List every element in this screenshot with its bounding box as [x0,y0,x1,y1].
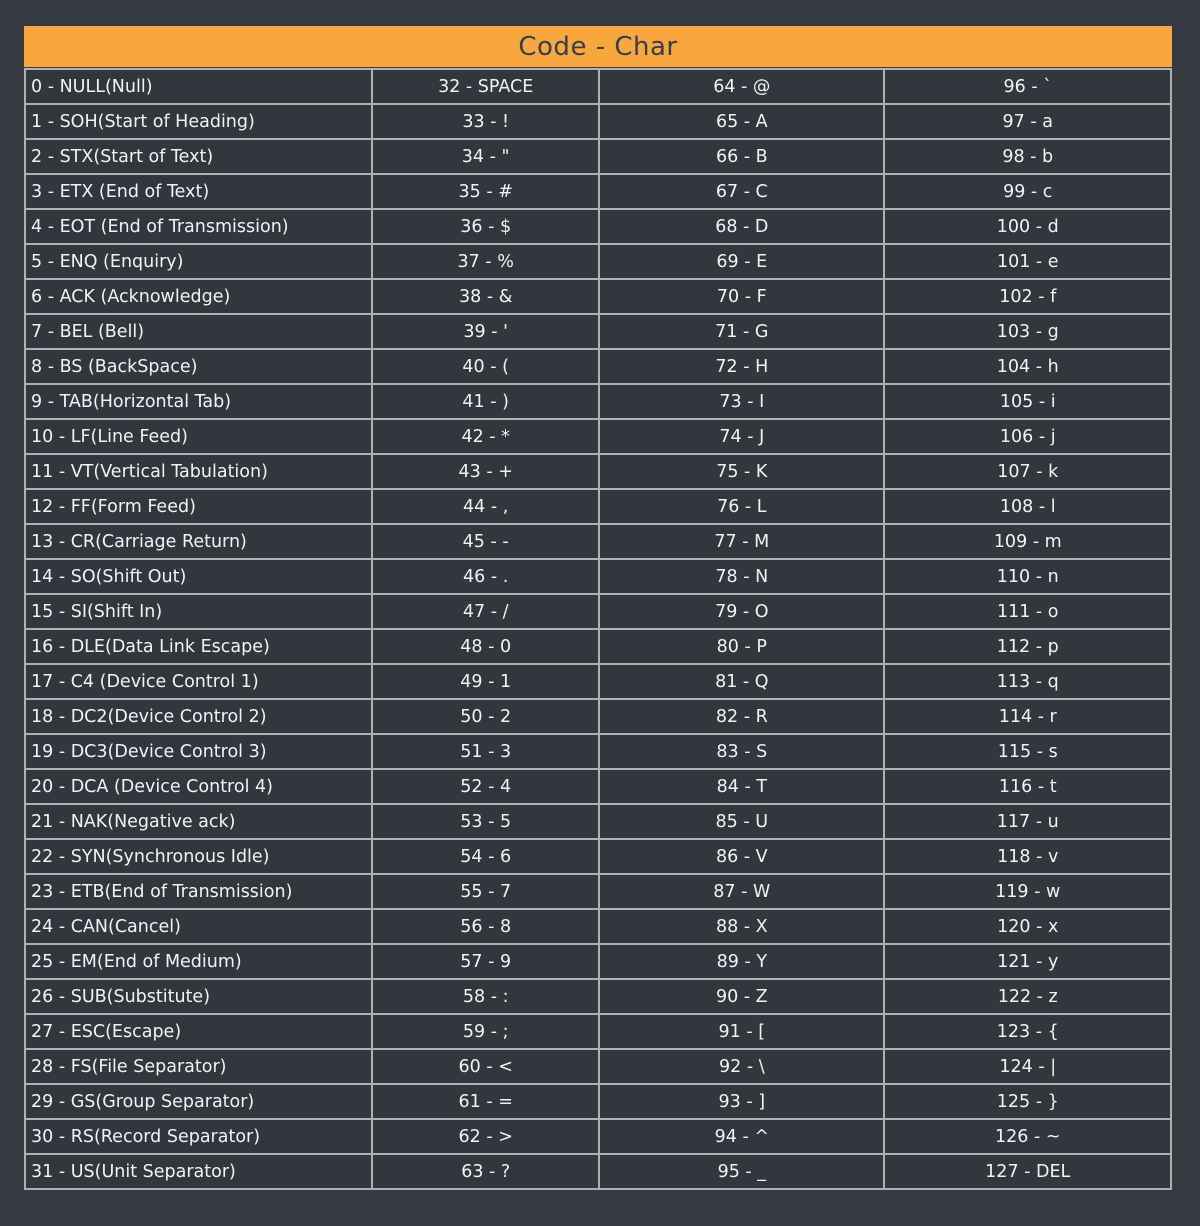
table-cell: 54 - 6 [372,839,599,874]
table-cell: 98 - b [884,139,1171,174]
table-cell: 77 - M [599,524,884,559]
table-row [25,839,1171,874]
table-cell: 14 - SO(Shift Out) [25,559,372,594]
table-cell: 81 - Q [599,664,884,699]
table-cell: 30 - RS(Record Separator) [25,1119,372,1154]
table-cell: 70 - F [599,279,884,314]
table-row [25,629,1171,664]
table-cell: 56 - 8 [372,909,599,944]
table-cell: 1 - SOH(Start of Heading) [25,104,372,139]
table-cell: 55 - 7 [372,874,599,909]
table-cell: 116 - t [884,769,1171,804]
table-cell: 32 - SPACE [372,69,599,104]
table-cell: 94 - ^ [599,1119,884,1154]
table-cell: 120 - x [884,909,1171,944]
table-cell: 9 - TAB(Horizontal Tab) [25,384,372,419]
table-cell: 96 - ` [884,69,1171,104]
table-cell: 39 - ' [372,314,599,349]
table-cell: 106 - j [884,419,1171,454]
table-cell: 123 - { [884,1014,1171,1049]
table-cell: 68 - D [599,209,884,244]
table-cell: 11 - VT(Vertical Tabulation) [25,454,372,489]
table-title: Code - Char [518,31,678,62]
table-cell: 4 - EOT (End of Transmission) [25,209,372,244]
table-cell: 29 - GS(Group Separator) [25,1084,372,1119]
table-row [25,279,1171,314]
table-cell: 80 - P [599,629,884,664]
table-row [25,489,1171,524]
ascii-code-table [24,68,1172,1190]
table-cell: 3 - ETX (End of Text) [25,174,372,209]
table-cell: 27 - ESC(Escape) [25,1014,372,1049]
table-cell: 108 - l [884,489,1171,524]
table-cell: 111 - o [884,594,1171,629]
table-cell: 65 - A [599,104,884,139]
table-cell: 0 - NULL(Null) [25,69,372,104]
table-cell: 104 - h [884,349,1171,384]
table-cell: 47 - / [372,594,599,629]
table-row [25,314,1171,349]
table-title-bar [24,26,1172,67]
table-cell: 2 - STX(Start of Text) [25,139,372,174]
table-cell: 101 - e [884,244,1171,279]
table-cell: 85 - U [599,804,884,839]
table-cell: 49 - 1 [372,664,599,699]
table-cell: 8 - BS (BackSpace) [25,349,372,384]
table-cell: 66 - B [599,139,884,174]
table-cell: 58 - : [372,979,599,1014]
table-cell: 51 - 3 [372,734,599,769]
table-cell: 73 - I [599,384,884,419]
table-cell: 62 - > [372,1119,599,1154]
table-cell: 33 - ! [372,104,599,139]
table-cell: 61 - = [372,1084,599,1119]
table-cell: 25 - EM(End of Medium) [25,944,372,979]
table-row [25,384,1171,419]
table-cell: 52 - 4 [372,769,599,804]
table-cell: 46 - . [372,559,599,594]
table-cell: 18 - DC2(Device Control 2) [25,699,372,734]
table-cell: 41 - ) [372,384,599,419]
table-row [25,594,1171,629]
table-cell: 100 - d [884,209,1171,244]
table-cell: 40 - ( [372,349,599,384]
table-cell: 5 - ENQ (Enquiry) [25,244,372,279]
table-cell: 122 - z [884,979,1171,1014]
table-cell: 109 - m [884,524,1171,559]
table-cell: 12 - FF(Form Feed) [25,489,372,524]
table-cell: 89 - Y [599,944,884,979]
table-cell: 31 - US(Unit Separator) [25,1154,372,1189]
table-cell: 92 - \ [599,1049,884,1084]
table-row [25,559,1171,594]
table-row [25,944,1171,979]
table-cell: 114 - r [884,699,1171,734]
table-row [25,909,1171,944]
table-cell: 99 - c [884,174,1171,209]
table-cell: 19 - DC3(Device Control 3) [25,734,372,769]
table-row [25,454,1171,489]
table-cell: 7 - BEL (Bell) [25,314,372,349]
table-cell: 10 - LF(Line Feed) [25,419,372,454]
table-row [25,1014,1171,1049]
table-cell: 43 - + [372,454,599,489]
table-row [25,69,1171,104]
table-cell: 21 - NAK(Negative ack) [25,804,372,839]
table-cell: 36 - $ [372,209,599,244]
table-cell: 35 - # [372,174,599,209]
table-cell: 53 - 5 [372,804,599,839]
table-cell: 82 - R [599,699,884,734]
table-cell: 113 - q [884,664,1171,699]
table-cell: 75 - K [599,454,884,489]
table-cell: 76 - L [599,489,884,524]
table-row [25,419,1171,454]
table-row [25,1119,1171,1154]
table-row [25,139,1171,174]
table-cell: 34 - " [372,139,599,174]
table-cell: 118 - v [884,839,1171,874]
table-row [25,874,1171,909]
table-cell: 110 - n [884,559,1171,594]
table-cell: 115 - s [884,734,1171,769]
table-row [25,804,1171,839]
table-cell: 121 - y [884,944,1171,979]
table-cell: 28 - FS(File Separator) [25,1049,372,1084]
table-cell: 37 - % [372,244,599,279]
table-cell: 91 - [ [599,1014,884,1049]
table-cell: 107 - k [884,454,1171,489]
table-cell: 102 - f [884,279,1171,314]
table-cell: 13 - CR(Carriage Return) [25,524,372,559]
table-cell: 87 - W [599,874,884,909]
ascii-code-chart [24,26,1172,1190]
table-cell: 6 - ACK (Acknowledge) [25,279,372,314]
table-cell: 20 - DCA (Device Control 4) [25,769,372,804]
table-cell: 16 - DLE(Data Link Escape) [25,629,372,664]
table-row [25,734,1171,769]
table-row [25,174,1171,209]
table-cell: 103 - g [884,314,1171,349]
table-row [25,1154,1171,1189]
table-cell: 69 - E [599,244,884,279]
table-cell: 90 - Z [599,979,884,1014]
table-row [25,769,1171,804]
table-cell: 74 - J [599,419,884,454]
table-cell: 67 - C [599,174,884,209]
table-row [25,209,1171,244]
table-row [25,524,1171,559]
table-row [25,244,1171,279]
table-row [25,1084,1171,1119]
table-row [25,979,1171,1014]
table-cell: 22 - SYN(Synchronous Idle) [25,839,372,874]
table-cell: 24 - CAN(Cancel) [25,909,372,944]
table-row [25,349,1171,384]
table-cell: 48 - 0 [372,629,599,664]
table-cell: 93 - ] [599,1084,884,1119]
table-row [25,104,1171,139]
table-cell: 50 - 2 [372,699,599,734]
table-cell: 72 - H [599,349,884,384]
table-cell: 44 - , [372,489,599,524]
table-cell: 119 - w [884,874,1171,909]
table-cell: 124 - | [884,1049,1171,1084]
table-cell: 105 - i [884,384,1171,419]
table-cell: 127 - DEL [884,1154,1171,1189]
table-cell: 42 - * [372,419,599,454]
table-cell: 86 - V [599,839,884,874]
table-cell: 57 - 9 [372,944,599,979]
table-cell: 95 - _ [599,1154,884,1189]
table-cell: 79 - O [599,594,884,629]
table-cell: 117 - u [884,804,1171,839]
table-cell: 83 - S [599,734,884,769]
table-cell: 78 - N [599,559,884,594]
table-cell: 15 - SI(Shift In) [25,594,372,629]
table-cell: 84 - T [599,769,884,804]
table-cell: 88 - X [599,909,884,944]
table-cell: 17 - C4 (Device Control 1) [25,664,372,699]
table-cell: 38 - & [372,279,599,314]
table-cell: 45 - - [372,524,599,559]
table-cell: 59 - ; [372,1014,599,1049]
table-row [25,664,1171,699]
table-cell: 26 - SUB(Substitute) [25,979,372,1014]
table-cell: 71 - G [599,314,884,349]
table-cell: 125 - } [884,1084,1171,1119]
table-cell: 97 - a [884,104,1171,139]
table-row [25,1049,1171,1084]
table-cell: 23 - ETB(End of Transmission) [25,874,372,909]
table-row [25,699,1171,734]
table-cell: 60 - < [372,1049,599,1084]
table-cell: 126 - ~ [884,1119,1171,1154]
table-cell: 63 - ? [372,1154,599,1189]
table-cell: 64 - @ [599,69,884,104]
table-cell: 112 - p [884,629,1171,664]
